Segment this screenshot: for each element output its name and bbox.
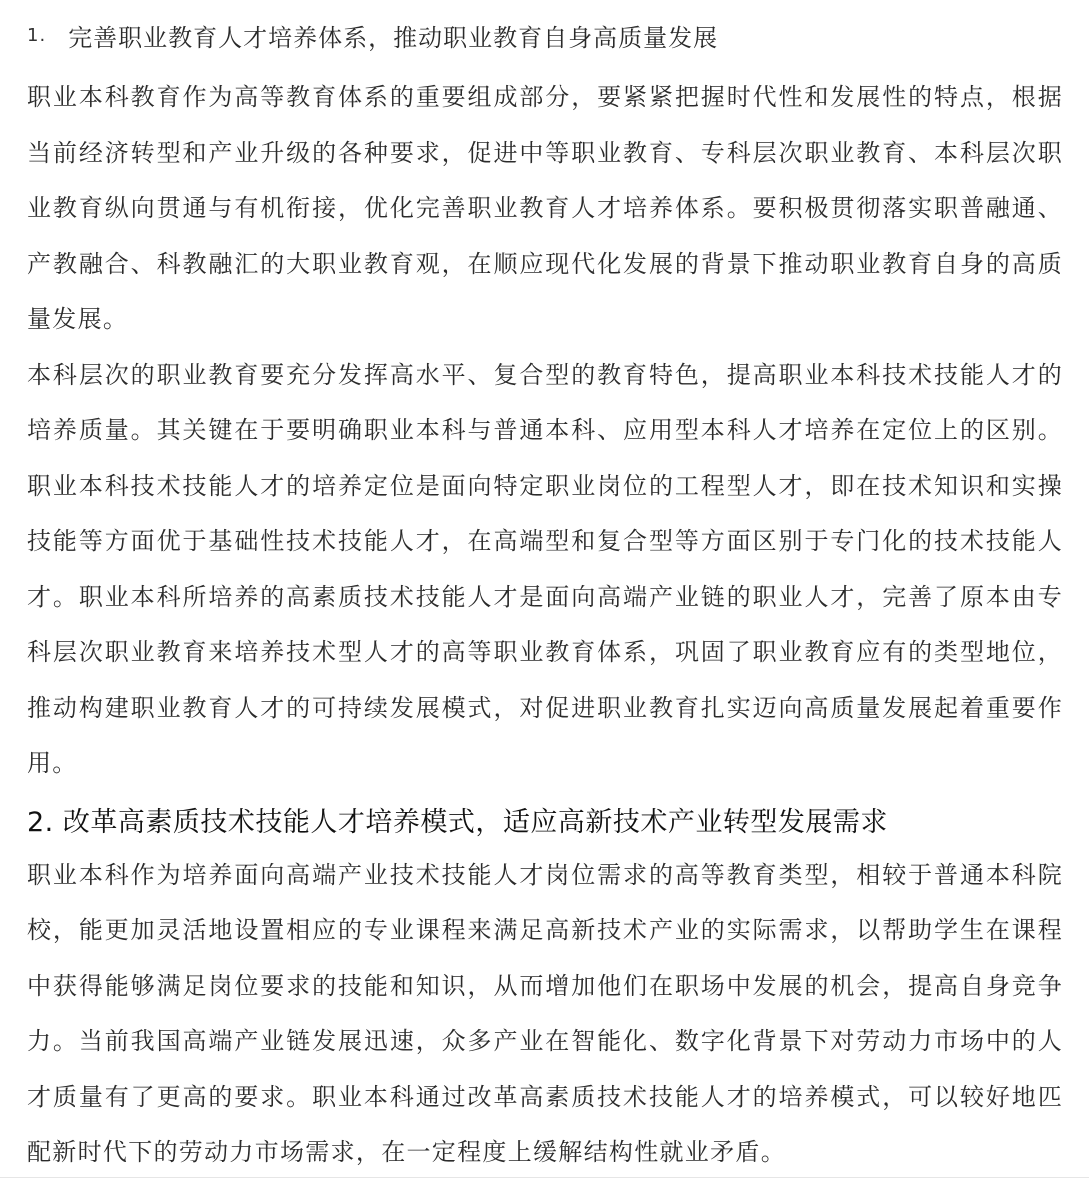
article-body	[27, 0, 1063, 1181]
section-1-paragraph-1: 职业本科教育作为高等教育体系的重要组成部分，要紧紧把握时代性和发展性的特点，根据当前经济转型和产业升级的各种要求，促进中等职业教育、专科层次职业教育、本科层次职业教育纵向贯通与有机衔接，优化完善职业教育人才培养体系。要积极贯彻落实职普融通、产教融合、科教融汇的大职业教育观，在顺应现代化发展的背景下推动职业教育自身的高质量发展。	[27, 83, 1063, 333]
section-2-heading: 2. 改革高素质技术技能人才培养模式，适应高新技术产业转型发展需求	[27, 807, 888, 838]
section-1-paragraph-2: 本科层次的职业教育要充分发挥高水平、复合型的教育特色，提高职业本科技术技能人才的培养质量。其关键在于要明确职业本科与普通本科、应用型本科人才培养在定位上的区别。职业本科技术技能人才的培养定位是面向特定职业岗位的工程型人才，即在技术知识和实操技能等方面优于基础性技术技能人才，在高端型和复合型等方面区别于专门化的技术技能人才。职业本科所培养的高素质技术技能人才是面向高端产业链的职业人才，完善了原本由专科层次职业教育来培养技术型人才的高等职业教育体系，巩固了职业教育应有的类型地位，推动构建职业教育人才的可持续发展模式，对促进职业教育扎实迈向高质量发展起着重要作用。	[27, 360, 1063, 777]
section-1-number: 1.	[27, 24, 47, 46]
bottom-divider	[0, 1177, 1089, 1178]
section-1-heading	[27, 0, 1063, 70]
section-2-paragraph-1: 职业本科作为培养面向高端产业技术技能人才岗位需求的高等教育类型，相较于普通本科院校，能更加灵活地设置相应的专业课程来满足高新技术产业的实际需求，以帮助学生在课程中获得能够满足岗位要求的技能和知识，从而增加他们在职场中发展的机会，提高自身竞争力。当前我国高端产业链发展迅速，众多产业在智能化、数字化背景下对劳动力市场中的人才质量有了更高的要求。职业本科通过改革高素质技术技能人才的培养模式，可以较好地匹配新时代下的劳动力市场需求，在一定程度上缓解结构性就业矛盾。	[27, 860, 1063, 1166]
section-1-title: 完善职业教育人才培养体系，推动职业教育自身高质量发展	[68, 23, 719, 52]
